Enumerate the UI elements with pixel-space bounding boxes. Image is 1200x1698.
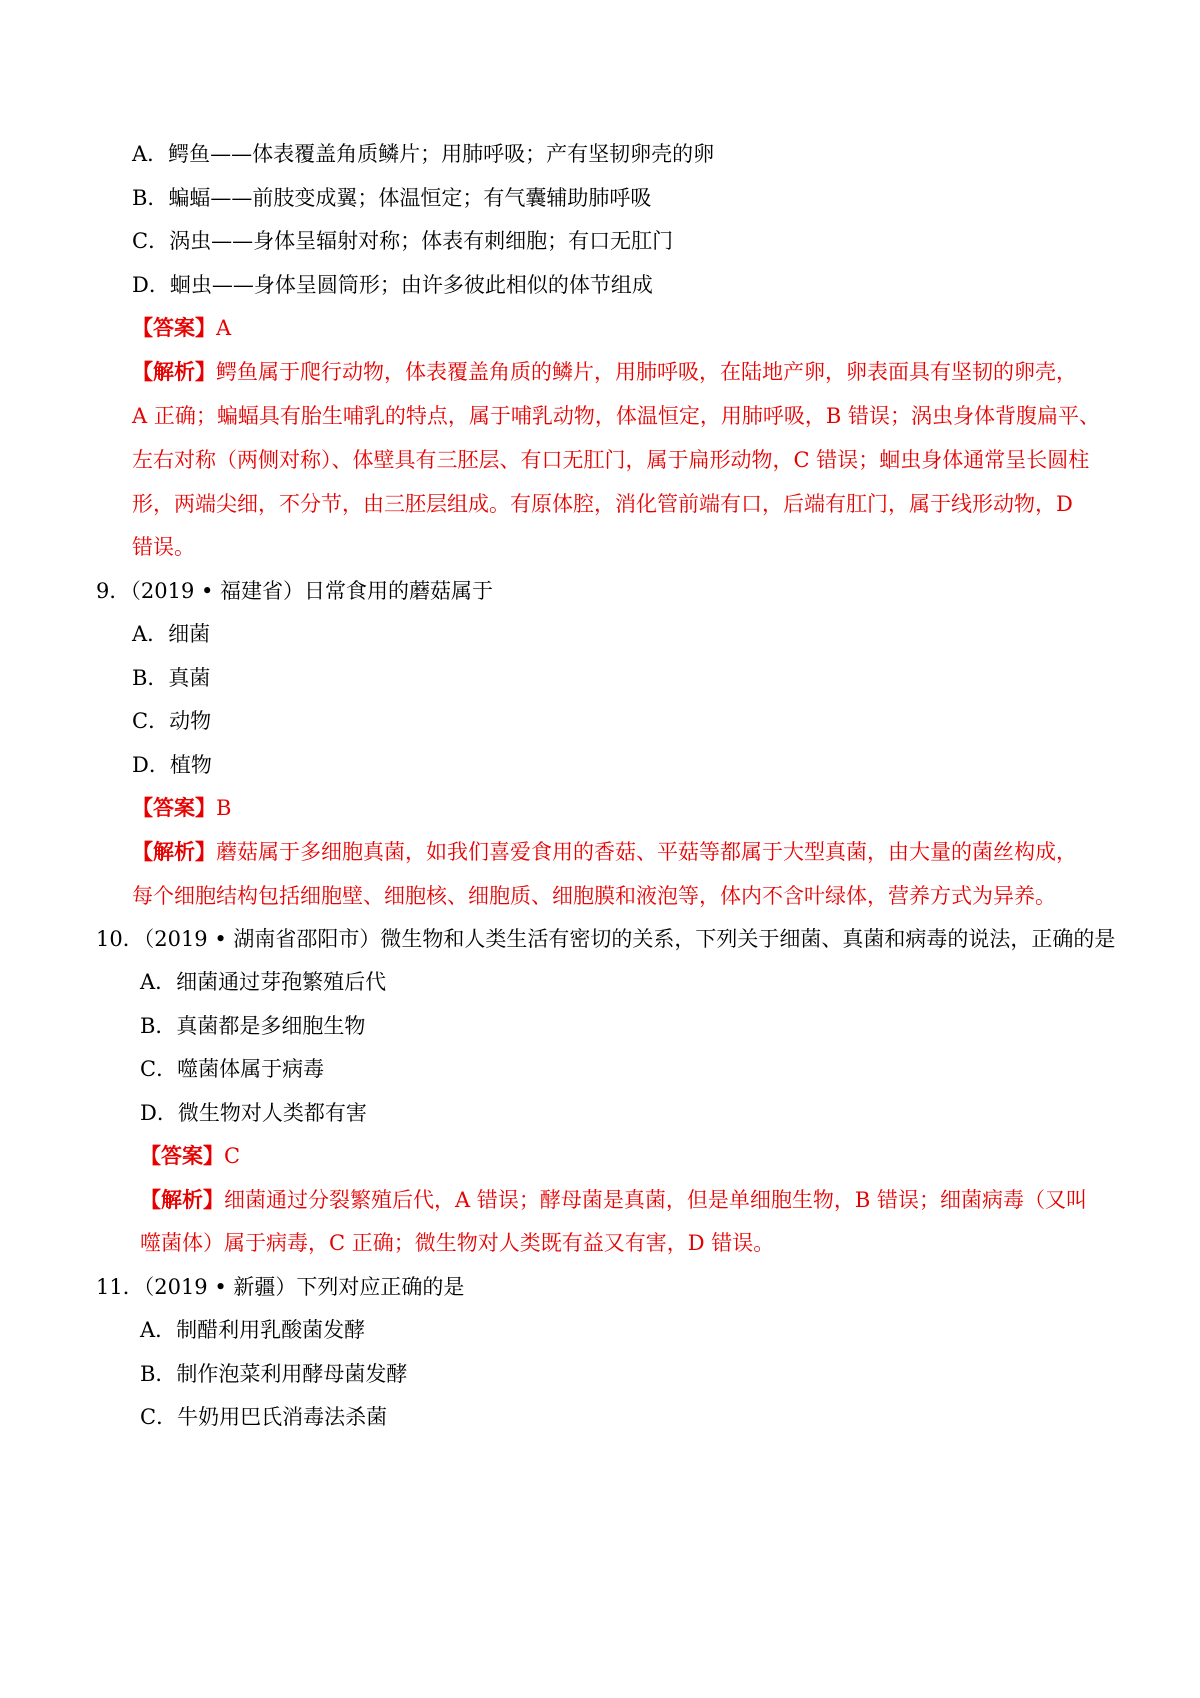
q10-answer-value: C <box>224 1144 241 1168</box>
q10-option-c: C．噬菌体属于病毒 <box>140 1057 325 1081</box>
q9-option-a: A．细菌 <box>132 622 211 646</box>
q10-analysis-tag: 【解析】 <box>140 1187 224 1212</box>
q9-answer <box>132 794 231 822</box>
q9-analysis-text-1: 蘑菇属于多细胞真菌，如我们喜爱食用的香菇、平菇等都属于大型真菌，由大量的菌丝构成， <box>216 840 1077 864</box>
q10-stem: 10．（2019 • 湖南省邵阳市）微生物和人类生活有密切的关系，下列关于细菌、真菌和病毒的说法，正确的是 <box>96 927 1116 951</box>
q11-stem: 11．（2019 • 新疆）下列对应正确的是 <box>96 1275 465 1299</box>
q8-analysis-text-1: 鳄鱼属于爬行动物，体表覆盖角质的鳞片，用肺呼吸，在陆地产卵，卵表面具有坚韧的卵壳， <box>216 360 1077 384</box>
q9-stem: 9．（2019 • 福建省）日常食用的蘑菇属于 <box>96 579 494 603</box>
q11-option-a: A．制醋利用乳酸菌发酵 <box>140 1318 366 1342</box>
q11-option-c: C．牛奶用巴氏消毒法杀菌 <box>140 1405 388 1429</box>
q10-answer <box>140 1142 240 1170</box>
q8-answer-value: A <box>216 316 232 340</box>
q8-answer-tag: 【答案】 <box>132 315 216 340</box>
q9-answer-tag: 【答案】 <box>132 795 216 820</box>
q10-option-d: D．微生物对人类都有害 <box>140 1101 367 1125</box>
q8-analysis-line-4: 形，两端尖细，不分节，由三胚层组成。有原体腔，消化管前端有口，后端有肛门，属于线形动物，D <box>132 492 1073 516</box>
q9-analysis-tag: 【解析】 <box>132 839 216 864</box>
q11-option-b: B．制作泡菜利用酵母菌发酵 <box>140 1362 408 1386</box>
q8-analysis-line-3: 左右对称（两侧对称）、体壁具有三胚层、有口无肛门，属于扁形动物，C 错误；蛔虫身体通常呈长圆柱 <box>132 448 1090 472</box>
q10-analysis-text-1: 细菌通过分裂繁殖后代，A 错误；酵母菌是真菌，但是单细胞生物，B 错误；细菌病毒（又叫 <box>224 1188 1087 1212</box>
q10-analysis-line-1 <box>140 1186 1087 1214</box>
q10-analysis-line-2: 噬菌体）属于病毒，C 正确；微生物对人类既有益又有害，D 错误。 <box>140 1231 775 1255</box>
q10-answer-tag: 【答案】 <box>140 1143 224 1168</box>
q9-analysis-line-1 <box>132 838 1077 866</box>
q8-analysis-line-2: A 正确；蝙蝠具有胎生哺乳的特点，属于哺乳动物，体温恒定，用肺呼吸，B 错误；涡虫身体背腹扁平、 <box>132 404 1100 428</box>
q8-analysis-tag: 【解析】 <box>132 359 216 384</box>
q8-option-b: B．蝙蝠——前肢变成翼；体温恒定；有气囊辅助肺呼吸 <box>132 186 652 210</box>
q8-answer <box>132 314 231 342</box>
q8-option-c: C．涡虫——身体呈辐射对称；体表有刺细胞；有口无肛门 <box>132 229 674 253</box>
q9-option-b: B．真菌 <box>132 666 211 690</box>
q8-analysis-line-5: 错误。 <box>132 535 195 559</box>
q8-analysis-line-1 <box>132 358 1077 386</box>
q9-option-d: D．植物 <box>132 753 212 777</box>
q9-answer-value: B <box>216 796 232 820</box>
q9-analysis-line-2: 每个细胞结构包括细胞壁、细胞核、细胞质、细胞膜和液泡等，体内不含叶绿体，营养方式为异养。 <box>132 884 1056 908</box>
q8-option-d: D．蛔虫——身体呈圆筒形；由许多彼此相似的体节组成 <box>132 273 653 297</box>
q10-option-b: B．真菌都是多细胞生物 <box>140 1014 366 1038</box>
q9-option-c: C．动物 <box>132 709 212 733</box>
q8-option-a: A．鳄鱼——体表覆盖角质鳞片；用肺呼吸；产有坚韧卵壳的卵 <box>132 142 715 166</box>
q10-option-a: A．细菌通过芽孢繁殖后代 <box>140 970 387 994</box>
